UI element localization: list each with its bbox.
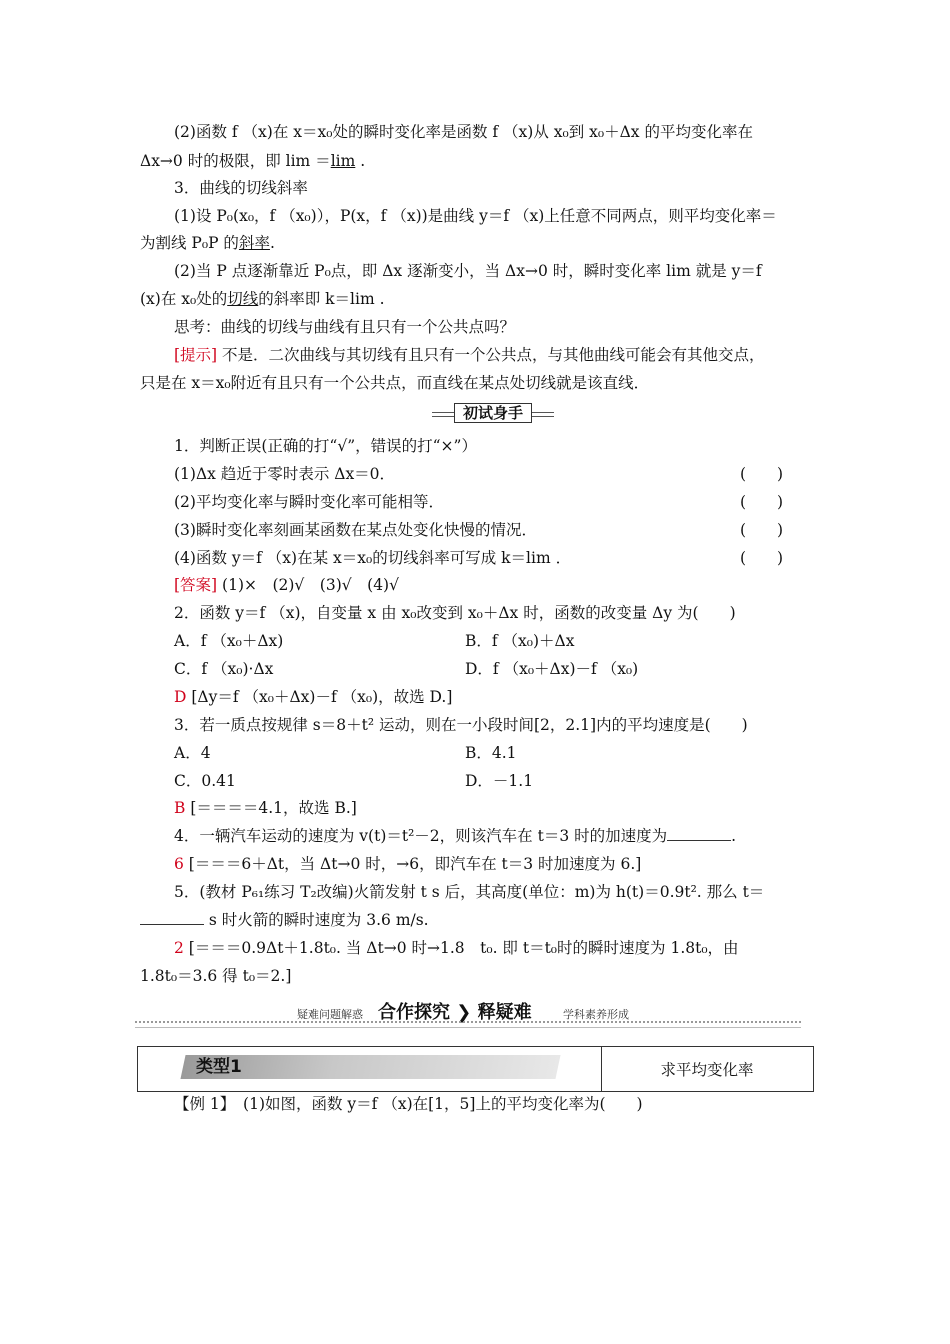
subheading-tangent-slope: 3．曲线的切线斜率 <box>174 179 308 197</box>
type-label: 类型1 <box>196 1057 242 1077</box>
q2-option-a: A．f （x₀＋Δx) <box>174 632 284 650</box>
answer-tag: [答案] <box>174 576 218 594</box>
q4-stem: 4．一辆汽车运动的速度为 v(t)＝t²－2，则该汽车在 t＝3 时的加速度为 . <box>174 827 737 845</box>
answer-letter: 2 <box>174 939 184 957</box>
q1-item-3: (3)瞬时变化率刻画某函数在某点处变化快慢的情况． <box>174 521 537 539</box>
hint-line1: [提示] 不是．二次曲线与其切线有且只有一个公共点，与其他曲线可能会有其他交点， <box>174 346 765 364</box>
answer-paren: ( ) <box>740 465 784 483</box>
hint-line2: 只是在 x＝x₀附近有且只有一个公共点，而直线在某点处切线就是该直线． <box>140 374 650 392</box>
q3-answer: B [＝＝＝＝4.1，故选 B.] <box>174 799 357 817</box>
q1-stem: 1．判断正误(正确的打“√”，错误的打“×”） <box>174 437 477 455</box>
underlined-answer: 斜率 <box>238 234 270 252</box>
example-tag: 【例 1】 <box>174 1095 228 1113</box>
q3-option-a: A．4 <box>174 744 211 762</box>
theory-q2-line1: (2)当 P 点逐渐靠近 P₀点，即 Δx 逐渐变小，当 Δx→0 时，瞬时变化率 lim 就是 y＝f <box>174 262 762 280</box>
answer-letter: 6 <box>174 855 184 873</box>
q2-option-b: B．f （x₀)＋Δx <box>465 632 575 650</box>
q5-answer-line2: 1.8t₀＝3.6 得 t₀＝2.] <box>140 967 292 985</box>
q1-item-4: (4)函数 y＝f （x)在某 x＝x₀的切线斜率可写成 k＝lim ． <box>174 549 572 567</box>
q2-stem: 2．函数 y＝f （x)，自变量 x 由 x₀改变到 x₀＋Δx 时，函数的改变量 Δy 为( ) <box>174 604 736 622</box>
hint-tag: [提示] <box>174 346 218 364</box>
underlined-answer: 切线 <box>227 290 259 308</box>
q4-answer: 6 [＝＝＝6＋Δt，当 Δt→0 时，→6，即汽车在 t＝3 时加速度为 6.] <box>174 855 642 873</box>
q1-item-2: (2)平均变化率与瞬时变化率可能相等． <box>174 493 444 511</box>
q2-option-c: C．f （x₀)·Δx <box>174 660 274 678</box>
type-table <box>137 1046 814 1092</box>
answer-letter: D <box>174 688 187 706</box>
q2-option-d: D．f （x₀＋Δx)－f （x₀) <box>465 660 639 678</box>
theory-p2-line1: (2)函数 f （x)在 x＝x₀处的瞬时变化率是函数 f （x)从 x₀到 x₀＋Δx 的平均变化率在 <box>174 123 753 141</box>
q2-answer: D [Δy＝f （x₀＋Δx)－f （x₀)，故选 D.] <box>174 688 453 706</box>
underlined-answer: lim <box>330 152 356 170</box>
theory-p2-line2: Δx→0 时的极限，即 lim ＝lim . <box>140 152 366 170</box>
theory-q1-line2: 为割线 P₀P 的斜率. <box>140 234 275 252</box>
q3-option-b: B．4.1 <box>465 744 517 762</box>
answer-paren: ( ) <box>740 493 784 511</box>
type-title: 求平均变化率 <box>660 1061 754 1079</box>
section-left-caption: 疑难问题解惑 <box>297 1008 363 1021</box>
section-header <box>135 997 801 1029</box>
theory-q2-line2: (x)在 x₀处的切线的斜率即 k＝lim . <box>140 290 385 308</box>
answer-paren: ( ) <box>740 549 784 567</box>
theory-q1-line1: (1)设 P₀(x₀，f （x₀)），P(x，f （x))是曲线 y＝f （x)上任意不同两点，则平均变化率＝ <box>174 207 777 225</box>
answer-letter: B <box>174 799 186 817</box>
q5-stem-line2: s 时火箭的瞬时速度为 3.6 m/s. <box>140 909 429 931</box>
fill-blank <box>667 826 731 841</box>
q5-answer-line1: 2 [＝＝＝0.9Δt＋1.8t₀. 当 Δt→0 时→1.8 t₀. 即 t＝t₀时的瞬时速度为 1.8t₀，由 <box>174 939 739 957</box>
q5-stem-line1: 5．(教材 P₆₁练习 T₂改编)火箭发射 t s 后，其高度(单位：m)为 h(t)＝0.9t². 那么 t＝ <box>174 883 765 901</box>
section-right-caption: 学科素养形成 <box>563 1008 629 1021</box>
fill-blank <box>140 910 204 925</box>
think-question: 思考：曲线的切线与曲线有且只有一个公共点吗？ <box>174 318 516 336</box>
q1-item-1: (1)Δx 趋近于零时表示 Δx＝0． <box>174 465 396 483</box>
q3-option-d: D．－1.1 <box>465 772 534 790</box>
q3-stem: 3．若一质点按规律 s＝8＋t² 运动，则在一小段时间[2，2.1]内的平均速度是( ) <box>174 716 748 734</box>
q3-option-c: C．0.41 <box>174 772 236 790</box>
trial-section-badge: 初试身手 <box>432 402 554 424</box>
section-title: 合作探究 ❯ 释疑难 <box>378 1002 532 1023</box>
answer-paren: ( ) <box>740 521 784 539</box>
q1-answer: [答案] (1)× (2)√ (3)√ (4)√ <box>174 576 399 594</box>
example-1: 【例 1】 (1)如图，函数 y＝f （x)在[1，5]上的平均变化率为( ) <box>174 1095 643 1113</box>
